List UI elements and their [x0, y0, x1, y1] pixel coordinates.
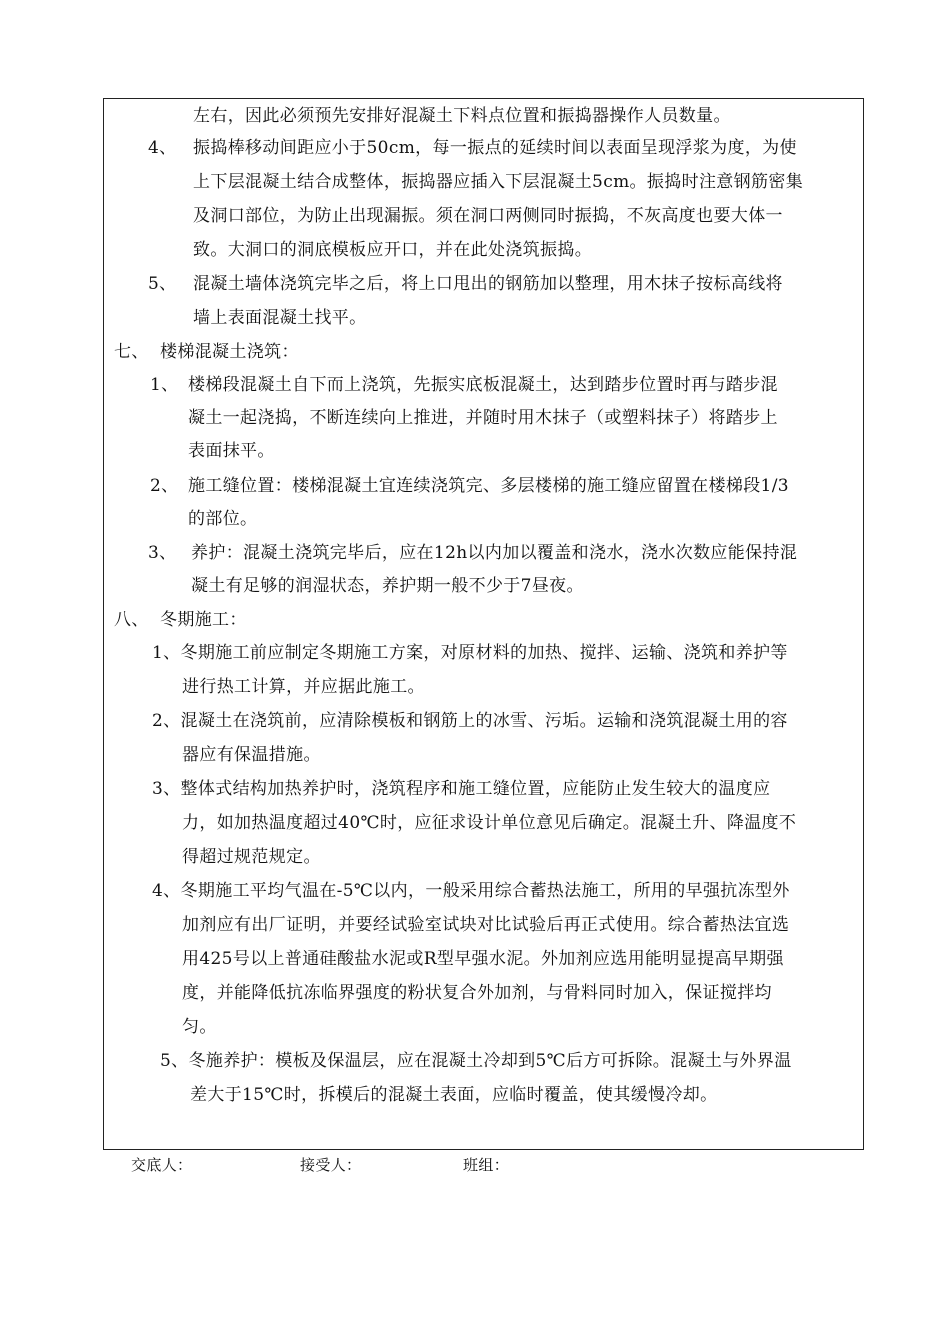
receiver-label: 接受人：	[300, 1156, 362, 1174]
section-number: 七、	[114, 342, 149, 362]
text-line: 及洞口部位，为防止出现漏振。须在洞口两侧同时振捣，不灰高度也要大体一	[193, 206, 783, 226]
text-line: 差大于15℃时，拆模后的混凝土表面，应临时覆盖，使其缓慢冷却。	[190, 1085, 718, 1105]
text-line: 墙上表面混凝土找平。	[193, 308, 367, 328]
text-line: 凝土一起浇捣，不断连续向上推进，并随时用木抹子（或塑料抹子）将踏步上	[188, 408, 778, 428]
text-line: 凝土有足够的润湿状态，养护期一般不少于7昼夜。	[191, 576, 584, 596]
text-line: 施工缝位置：楼梯混凝土宜连续浇筑完、多层楼梯的施工缝应留置在楼梯段1/3	[188, 476, 789, 496]
text-line: 上下层混凝土结合成整体，振捣器应插入下层混凝土5cm。振捣时注意钢筋密集	[193, 172, 804, 192]
text-line: 左右，因此必须预先安排好混凝土下料点位置和振捣器操作人员数量。	[193, 106, 731, 126]
presenter-label: 交底人：	[131, 1156, 193, 1174]
text-line: 混凝土墙体浇筑完毕之后，将上口甩出的钢筋加以整理，用木抹子按标高线将	[193, 274, 783, 294]
section-number: 八、	[114, 610, 149, 630]
text-line: 加剂应有出厂证明，并要经试验室试块对比试验后再正式使用。综合蓄热法宜选	[182, 915, 790, 935]
item-number: 3、	[148, 543, 177, 563]
item-number: 4、	[148, 138, 177, 158]
section-heading: 冬期施工：	[160, 610, 247, 630]
text-line: 养护：混凝土浇筑完毕后，应在12h以内加以覆盖和浇水，浇水次数应能保持混	[191, 543, 798, 563]
text-line: 器应有保温措施。	[182, 745, 321, 765]
text-line: 用425号以上普通硅酸盐水泥或R型早强水泥。外加剂应选用能明显提高早期强	[182, 949, 784, 969]
text-line: 表面抹平。	[188, 441, 275, 461]
text-line: 进行热工计算，并应据此施工。	[182, 677, 425, 697]
item-number: 2、	[150, 476, 179, 496]
item-number: 1、	[150, 375, 179, 395]
text-line: 力，如加热温度超过40℃时，应征求设计单位意见后确定。混凝土升、降温度不	[182, 813, 797, 833]
text-line: 楼梯段混凝土自下而上浇筑，先振实底板混凝土，达到踏步位置时再与踏步混	[188, 375, 778, 395]
text-line: 度，并能降低抗冻临界强度的粉状复合外加剂，与骨料同时加入，保证搅拌均	[182, 983, 772, 1003]
team-label: 班组：	[463, 1156, 510, 1174]
text-line: 4、冬期施工平均气温在-5℃以内，一般采用综合蓄热法施工，所用的早强抗冻型外	[152, 881, 790, 901]
text-line: 的部位。	[188, 509, 258, 529]
text-line: 得超过规范规定。	[182, 847, 321, 867]
section-heading: 楼梯混凝土浇筑：	[160, 342, 299, 362]
item-number: 5、	[148, 274, 177, 294]
text-line: 振捣棒移动间距应小于50cm，每一振点的延续时间以表面呈现浮浆为度，为使	[193, 138, 797, 158]
text-line: 3、整体式结构加热养护时，浇筑程序和施工缝位置，应能防止发生较大的温度应	[152, 779, 771, 799]
text-line: 5、冬施养护：模板及保温层，应在混凝土冷却到5℃后方可拆除。混凝土与外界温	[160, 1051, 792, 1071]
text-line: 匀。	[182, 1017, 217, 1037]
text-line: 2、混凝土在浇筑前，应清除模板和钢筋上的冰雪、污垢。运输和浇筑混凝土用的容	[152, 711, 788, 731]
text-line: 1、冬期施工前应制定冬期施工方案，对原材料的加热、搅拌、运输、浇筑和养护等	[152, 643, 788, 663]
text-line: 致。大洞口的洞底模板应开口，并在此处浇筑振捣。	[193, 240, 593, 260]
